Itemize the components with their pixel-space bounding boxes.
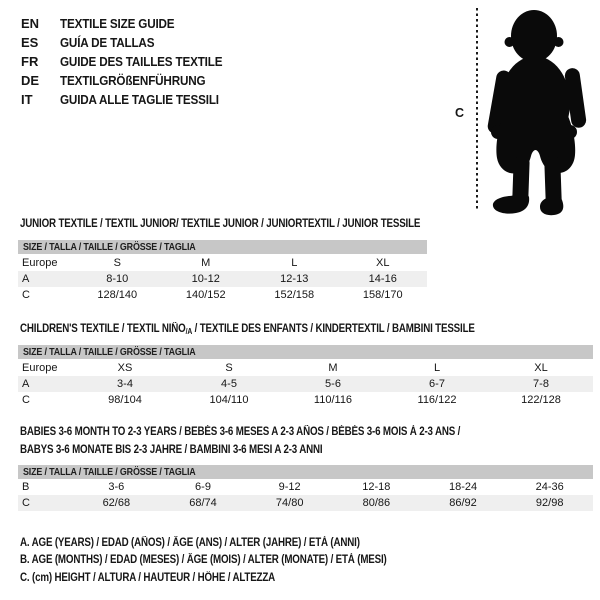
baby-silhouette-icon — [486, 6, 592, 217]
size-column: L — [291, 256, 298, 269]
language-label: GUIDA ALLE TAGLIE TESSILI — [60, 92, 219, 107]
babies-row-c — [18, 495, 593, 511]
children-size-header-bar — [18, 345, 593, 359]
language-code: EN — [21, 16, 40, 31]
children-title-prefix: CHILDREN'S TEXTILE / TEXTIL NIÑO — [20, 323, 186, 335]
size-column: XL — [376, 256, 390, 269]
size-column: M — [201, 256, 211, 269]
language-row-en — [21, 14, 240, 33]
row-label: C — [22, 289, 30, 301]
size-column: XS — [117, 361, 133, 374]
table-cell: 62/68 — [102, 497, 131, 509]
table-cell: 104/110 — [209, 394, 249, 406]
table-cell: 68/74 — [189, 497, 217, 509]
language-list — [21, 14, 240, 109]
table-cell: 3-6 — [108, 481, 125, 493]
table-cell: 6-7 — [429, 378, 445, 390]
region-label: Europe — [22, 361, 58, 374]
junior-table-title-text: JUNIOR TEXTILE / TEXTIL JUNIOR/ TEXTILE JUNIOR / JUNIORTEXTIL / JUNIOR TESSILE — [20, 218, 421, 230]
table-cell: 80/86 — [362, 497, 391, 509]
size-column: M — [328, 361, 338, 374]
language-label: TEXTILE SIZE GUIDE — [60, 16, 175, 31]
row-label: B — [22, 481, 30, 493]
babies-title-line2: BABYS 3-6 MONATE BIS 2-3 JAHRE / BAMBINI 3-6 MESI A 2-3 ANNI — [20, 443, 323, 456]
junior-size-header-bar — [18, 240, 427, 254]
language-code: FR — [21, 54, 39, 69]
children-table-title-text — [20, 321, 475, 341]
babies-row-b — [18, 479, 593, 495]
language-code: IT — [21, 92, 33, 107]
table-cell: 98/104 — [108, 394, 142, 406]
junior-size-table — [18, 240, 427, 303]
row-label: C — [22, 394, 30, 406]
babies-size-table — [18, 465, 593, 511]
table-cell: 92/98 — [535, 497, 564, 509]
children-title-subscript: /A — [185, 327, 193, 336]
table-cell: 7-8 — [533, 378, 549, 390]
babies-title-line1: BABIES 3-6 MONTH TO 2-3 YEARS / BEBÉS 3-6 MESES A 2-3 AÑOS / BÉBÉS 3-6 MOIS À 2-3 ANS / — [20, 426, 461, 438]
height-label-c: C — [455, 106, 465, 120]
junior-table-title — [20, 216, 491, 234]
table-cell: 10-12 — [191, 273, 220, 285]
junior-row-a — [18, 271, 427, 287]
size-header-label: SIZE / TALLA / TAILLE / GRÖSSE / TAGLIA — [23, 346, 196, 358]
table-cell: 158/170 — [362, 289, 403, 301]
size-column: XL — [534, 361, 548, 374]
table-cell: 110/116 — [313, 394, 353, 406]
language-row-de — [21, 71, 240, 90]
size-header-label: SIZE / TALLA / TAILLE / GRÖSSE / TAGLIA — [23, 466, 196, 478]
note-age-years: A. AGE (YEARS) / EDAD (AÑOS) / ÂGE (ANS) / ALTER (JAHRE) / ETÀ (ANNI) — [20, 537, 360, 549]
size-column: S — [225, 361, 233, 374]
junior-columns-row — [18, 254, 427, 271]
children-row-c — [18, 392, 593, 408]
children-title-suffix: / TEXTILE DES ENFANTS / KINDERTEXTIL / BAMBINI TESSILE — [192, 323, 475, 335]
table-cell: 74/80 — [275, 497, 304, 509]
children-columns-row — [18, 359, 593, 376]
junior-row-c — [18, 287, 427, 303]
language-code: ES — [21, 35, 39, 50]
language-label: GUIDE DES TAILLES TEXTILE — [60, 54, 223, 69]
region-label: Europe — [22, 256, 58, 269]
language-label: TEXTILGRÖßENFÜHRUNG — [60, 73, 206, 88]
language-row-it — [21, 90, 240, 109]
row-label: A — [22, 273, 30, 285]
table-cell: 14-16 — [368, 273, 397, 285]
table-cell: 152/158 — [274, 289, 315, 301]
table-cell: 8-10 — [106, 273, 129, 285]
babies-size-header-bar — [18, 465, 593, 479]
measurement-notes — [20, 535, 451, 587]
table-cell: 86/92 — [449, 497, 477, 509]
table-cell: 4-5 — [221, 378, 237, 390]
table-cell: 3-4 — [117, 378, 133, 390]
table-cell: 116/122 — [417, 394, 457, 406]
babies-table-title — [20, 424, 538, 459]
language-code: DE — [21, 73, 40, 88]
table-cell: 12-13 — [280, 273, 309, 285]
table-cell: 128/140 — [97, 289, 138, 301]
children-row-a — [18, 376, 593, 392]
size-header-label: SIZE / TALLA / TAILLE / GRÖSSE / TAGLIA — [23, 241, 196, 253]
table-cell: 122/128 — [521, 394, 561, 406]
table-cell: 6-9 — [195, 481, 211, 493]
table-cell: 5-6 — [325, 378, 341, 390]
note-height-cm: C. (cm) HEIGHT / ALTURA / HAUTEUR / HÖHE / ALTEZZA — [20, 571, 276, 584]
language-row-es — [21, 33, 240, 52]
language-label: GUÍA DE TALLAS — [60, 35, 155, 50]
size-column: L — [433, 361, 441, 374]
table-cell: 18-24 — [448, 481, 478, 493]
size-column: S — [113, 256, 121, 269]
height-dotted-line — [476, 8, 478, 209]
table-cell: 140/152 — [185, 289, 226, 301]
row-label: C — [22, 497, 30, 509]
note-age-months: B. AGE (MONTHS) / EDAD (MESES) / ÂGE (MOIS) / ALTER (MONATE) / ETÀ (MESI) — [20, 554, 387, 567]
table-cell: 12-18 — [362, 481, 391, 493]
language-row-fr — [21, 52, 240, 71]
table-cell: 24-36 — [535, 481, 564, 493]
row-label: A — [22, 378, 30, 390]
table-cell: 9-12 — [278, 481, 301, 493]
children-table-title — [20, 321, 555, 341]
children-size-table — [18, 345, 593, 408]
